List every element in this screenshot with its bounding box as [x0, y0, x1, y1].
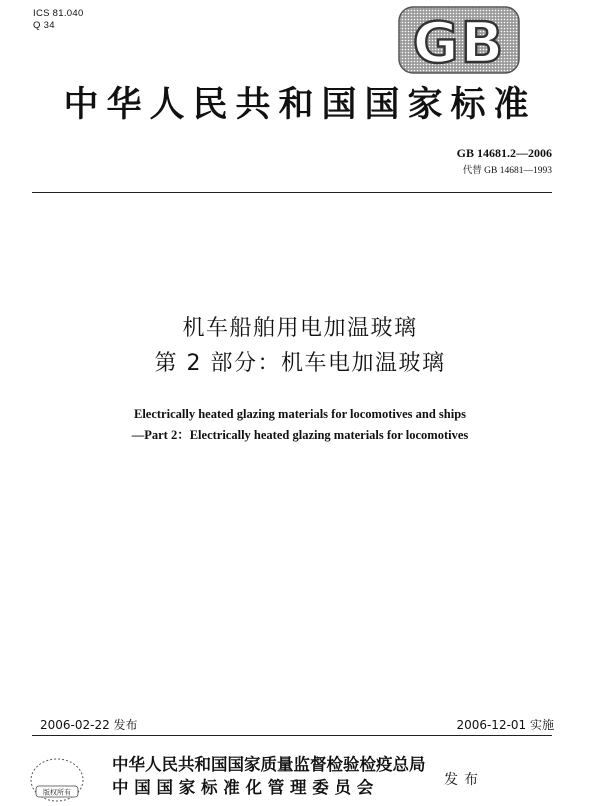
issuer-line2: 中 国 国 家 标 准 化 管 理 委 员 会 [112, 778, 374, 797]
gb-logo-text: GB [412, 11, 506, 74]
bottom-divider [32, 735, 552, 736]
implement-date: 2006-12-01 实施 [456, 718, 554, 732]
standard-number: GB 14681.2—2006 [456, 146, 552, 160]
cn-title-line1: 机车船舶用电加温玻璃 [182, 316, 418, 341]
ics-code: ICS 81.040 [33, 8, 84, 19]
ccs-code: Q 34 [33, 20, 55, 31]
standard-body-title: 中华人民共和国国家标准 [63, 84, 537, 125]
replaces-note: 代替 GB 14681—1993 [462, 166, 552, 176]
cn-title-line2: 第 2 部分：机车电加温玻璃 [154, 351, 446, 376]
issue-date: 2006-02-22 发布 [40, 718, 138, 732]
seal-text: 版权所有 [43, 788, 71, 797]
top-divider [32, 192, 552, 193]
en-title-line2: —Part 2：Electrically heated glazing materials for locomotives [131, 428, 469, 442]
en-title-line1: Electrically heated glazing materials for locomotives and ships [133, 407, 467, 421]
classification-codes [33, 8, 84, 32]
issuer-line1: 中华人民共和国国家质量监督检验检疫总局 [112, 755, 426, 774]
seal-stamp-icon [28, 752, 86, 804]
standard-number-block [457, 146, 552, 176]
gb-logo-icon [398, 6, 520, 74]
issue-word: 发布 [444, 772, 484, 788]
